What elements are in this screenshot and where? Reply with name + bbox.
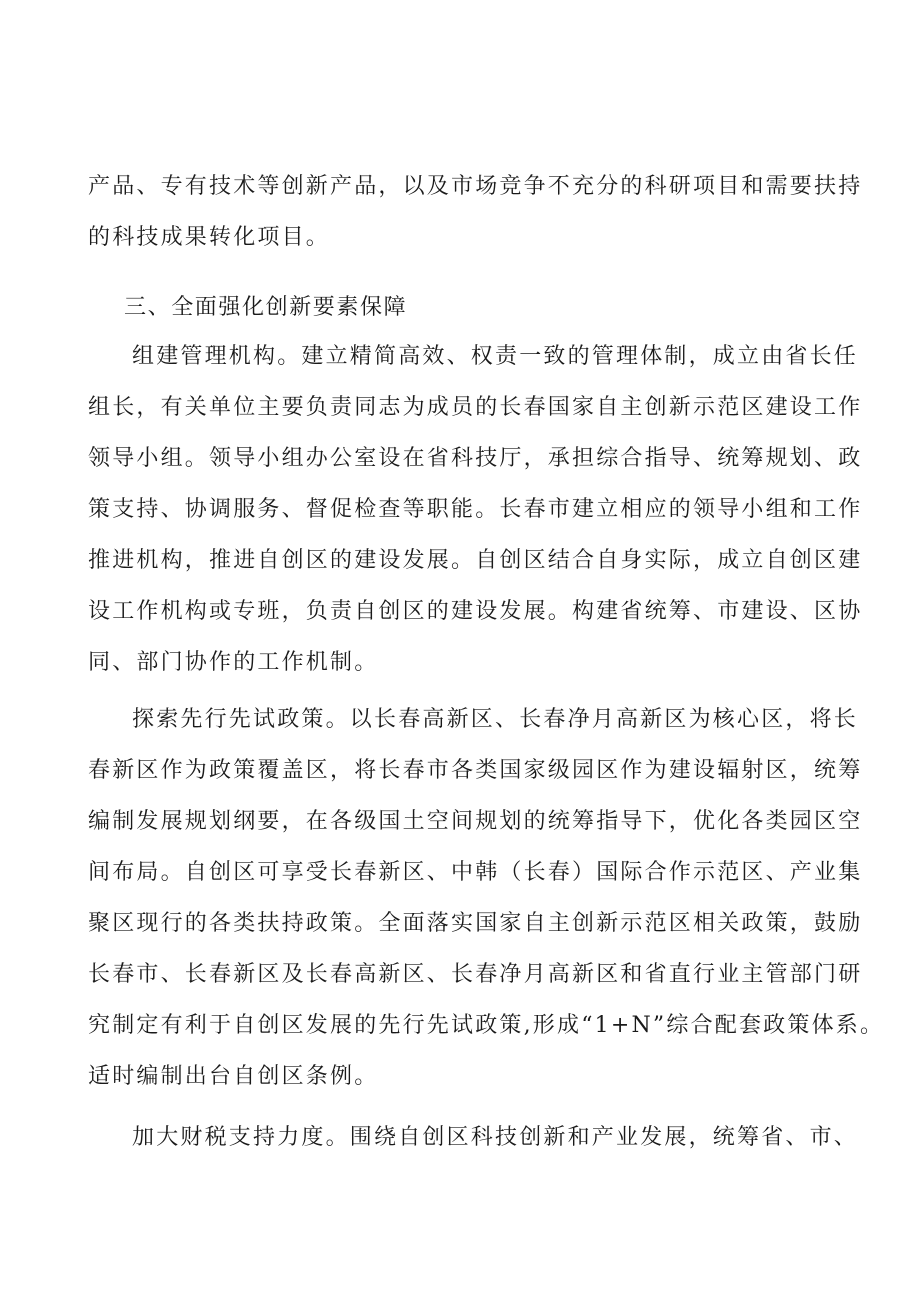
paragraph-line: 探索先行先试政策。以长春高新区、长春净月高新区为核心区，将长 xyxy=(132,707,859,732)
paragraph-line: 间布局。自创区可享受长春新区、中韩（长春）国际合作示范区、产业集 xyxy=(88,860,863,885)
paragraph-line: 聚区现行的各类扶持政策。全面落实国家自主创新示范区相关政策，鼓励 xyxy=(88,911,863,936)
paragraph-line: 加大财税支持力度。围绕自创区科技创新和产业发展，统筹省、市、 xyxy=(132,1125,859,1150)
paragraph-line: 设工作机构或专班，负责自创区的建设发展。构建省统筹、市建设、区协 xyxy=(88,599,863,624)
paragraph-line: 推进机构，推进自创区的建设发展。自创区结合自身实际，成立自创区建 xyxy=(88,548,863,573)
paragraph-line: 产品、专有技术等创新产品，以及市场竞争不充分的科研项目和需要扶持 xyxy=(88,174,863,199)
paragraph-line: 组长，有关单位主要负责同志为成员的长春国家自主创新示范区建设工作 xyxy=(88,395,863,420)
paragraph-line: 究制定有利于自创区发展的先行先试政策,形成“1+N”综合配套政策体系。 xyxy=(88,1013,885,1038)
paragraph-line: 适时编制出台自创区条例。 xyxy=(88,1064,379,1089)
paragraph-line: 策支持、协调服务、督促检查等职能。长春市建立相应的领导小组和工作 xyxy=(88,497,863,522)
paragraph-line: 组建管理机构。建立精简高效、权责一致的管理体制，成立由省长任 xyxy=(132,344,859,369)
paragraph-line: 的科技成果转化项目。 xyxy=(88,225,331,250)
paragraph-line: 春新区作为政策覆盖区，将长春市各类国家级园区作为建设辐射区，统筹 xyxy=(88,758,863,783)
paragraph-line: 同、部门协作的工作机制。 xyxy=(88,650,379,675)
section-heading: 三、全面强化创新要素保障 xyxy=(124,295,408,320)
paragraph-line: 长春市、长春新区及长春高新区、长春净月高新区和省直行业主管部门研 xyxy=(88,962,863,987)
paragraph-line: 领导小组。领导小组办公室设在省科技厅，承担综合指导、统筹规划、政 xyxy=(88,446,863,471)
paragraph-line: 编制发展规划纲要，在各级国土空间规划的统筹指导下，优化各类园区空 xyxy=(88,809,863,834)
